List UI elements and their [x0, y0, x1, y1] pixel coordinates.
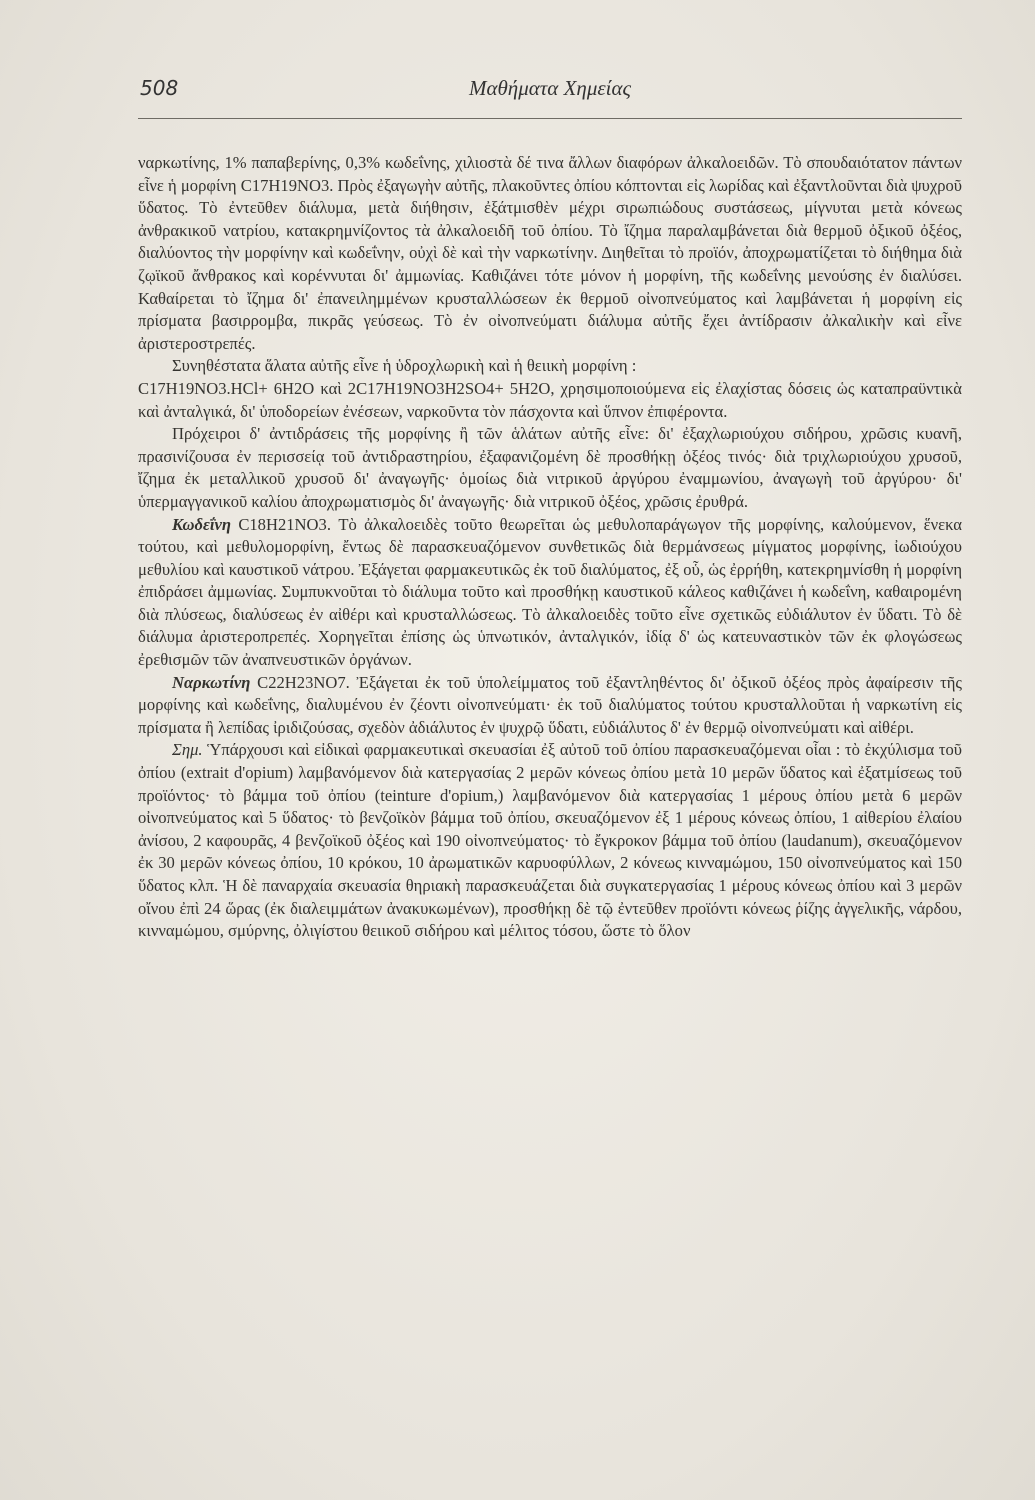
page-number: 508	[140, 76, 179, 100]
term-codeine: Κωδεΐνη	[172, 514, 231, 534]
narcotine-text: C22H23NO7. Ἐξάγεται ἐκ τοῦ ὑπολείμματος τοῦ ἐξαντληθέντος δι' ὀξικοῦ ὀξέος πρὸς ἀφαίρεσιν τῆς μορφίνης καὶ κωδεΐνης, διαλυμένου ἐν ζέοντι οἰνοπνεύματι· ἐκ τοῦ διαλύματος τούτου κρυσταλλοῦται ἡ ναρκωτίνη εἰς πρίσματα ἢ λεπίδας ἰριδιζούσας, σχεδὸν ἀδιάλυτος ἐν ψυχρῷ ὕδατι, εὐδιάλυτος δ' ἐν θερμῷ οἰνοπνεύματι καὶ αἰθέρι.	[138, 672, 962, 737]
paragraph-salts-intro: Συνηθέστατα ἅλατα αὐτῆς εἶνε ἡ ὑδροχλωρικὴ καὶ ἡ θειικὴ μορφίνη :	[172, 356, 637, 376]
term-narcotine: Ναρκωτίνη	[172, 672, 251, 692]
paragraph-morphine: ναρκωτίνης, 1% παπαβερίνης, 0,3% κωδεΐνης, χιλιοστὰ δέ τινα ἄλλων διαφόρων ἀλκαλοειδῶν. Τὸ σπουδαιότατον πάντων εἶνε ἡ μορφίνη C17H19NO3. Πρὸς ἐξαγωγὴν αὐτῆς, πλακοῦντες ὀπίου κόπτονται εἰς λωρίδας καὶ ἐξαντλοῦνται διὰ ψυχροῦ ὕδατος. Τὸ ἐντεῦθεν διάλυμα, μετὰ διήθησιν, ἐξάτμισθὲν μέχρι σιρωπιώδους συστάσεως, μίγνυται μετὰ κόνεως ἀνθρακικοῦ νατρίου, κατακρημνίζοντος τὰ ἀλκαλοειδῆ τοῦ ὀπίου. Τὸ ἴζημα παραλαμβάνεται διὰ θερμοῦ ὀξικοῦ ὀξέος, διαλύοντος τὴν μορφίνην καὶ κωδεΐνην, οὐχὶ δὲ καὶ τὴν ναρκωτίνην. Διηθεῖται τὸ προϊόν, ἀποχρωματίζεται τὸ διήθημα διὰ ζῳϊκοῦ ἄνθρακος καὶ κορέννυται δι' ἀμμωνίας. Καθιζάνει τότε μόνον ἡ μορφίνη, τῆς κωδεΐνης μενούσης ἐν διαλύσει. Καθαίρεται τὸ ἴζημα δι' ἐπανειλημμένων κρυσταλλώσεων ἐκ θερμοῦ οἰνοπνεύματος καὶ λαμβάνεται ἡ μορφίνη εἰς πρίσματα βασιρρομβα, πικρᾶς γεύσεως. Τὸ ἐν οἰνοπνεύματι διάλυμα αὐτῆς ἔχει ἀντίδρασιν ἀλκαλικὴν καὶ εἶνε ἀριστεροστρεπές.	[138, 153, 962, 353]
codeine-text: C18H21NO3. Τὸ ἀλκαλοειδὲς τοῦτο θεωρεῖται ὡς μεθυλοπαράγωγον τῆς μορφίνης, καλούμενον, ἕνεκα τούτου, καὶ μεθυλομορφίνη, ἔντως δὲ παρασκευαζόμενον συνθετικῶς διὰ θερμάνσεως μίγματος μορφίνης, ἰωδιούχου μεθυλίου καὶ καυστικοῦ νάτρου. Ἐξάγεται φαρμακευτικῶς ἐκ τοῦ διαλύματος, ἐξ οὗ, ὡς ἐρρήθη, κατεκρημνίσθη ἡ μορφίνη ἐπιδράσει ἀμμωνίας. Συμπυκνοῦται τὸ διάλυμα τοῦτο καὶ προσθήκῃ καυστικοῦ κάλεος καθιζάνει ἡ κωδεΐνη, καθαιρομένη διὰ πλύσεως, διαλύσεως ἐν αἰθέρι καὶ κρυσταλλώσεως. Τὸ ἀλκαλοειδὲς τοῦτο εἶνε σχετικῶς εὐδιάλυτον ἐν ὕδατι. Τὸ δὲ διάλυμα ἀριστεροπρεπές. Χορηγεῖται ἐπίσης ὡς ὑπνωτικόν, ἀνταλγικόν, ἰδίᾳ δ' ὡς κατευναστικὸν τῶν ἐκ φλογώσεως ἐρεθισμῶν τῶν ἀναπνευστικῶν ὀργάνων.	[138, 514, 962, 670]
page-header	[140, 76, 960, 116]
paragraph-reactions: Πρόχειροι δ' ἀντιδράσεις τῆς μορφίνης ἢ τῶν ἁλάτων αὐτῆς εἶνε: δι' ἐξαχλωριούχου σιδήρου, χρῶσις κυανῆ, πρασινίζουσα ἐν περισσείᾳ τοῦ ἀντιδραστηρίου, ἐξαφανιζομένη δὲ προσθήκῃ ὀξέος τινός· διὰ τριχλωριούχου χρυσοῦ, ἴζημα ἐκ μεταλλικοῦ χρυσοῦ δι' ἀναγωγῆς· ὁμοίως διὰ νιτρικοῦ ἀργύρου ἐναμμωνίου, ἀναγωγὴ τοῦ ἀργύρου· δι' ὑπερμαγγανικοῦ καλίου ἀποχρωματισμὸς δι' ἀναγωγῆς· διὰ νιτρικοῦ ὀξέος, χρῶσις ἐρυθρά.	[138, 424, 962, 511]
running-title: Μαθήματα Χημείας	[468, 76, 632, 100]
page-body	[138, 152, 962, 943]
header-rule	[138, 118, 962, 119]
paragraph-salts-formula: C17H19NO3.HCl+ 6H2O καὶ 2C17H19NO3H2SO4+ 5H2O, χρησιμοποιούμενα εἰς ἐλαχίστας δόσεις ὡς καταπραϋντικὰ καὶ ἀνταλγικά, δι' ὑποδορείων ἐνέσεων, ναρκοῦντα τὸν πάσχοντα καὶ ὕπνον ἐπιφέροντα.	[138, 378, 962, 421]
paragraph-note	[138, 739, 962, 942]
note-text: Ὑπάρχουσι καὶ εἰδικαὶ φαρμακευτικαὶ σκευασίαι ἐξ αὐτοῦ τοῦ ὀπίου παρασκευαζόμεναι οἷαι : τὸ ἐκχύλισμα τοῦ ὀπίου (extrait d'opium) λαμβανόμενον διὰ κατεργασίας 2 μερῶν κόνεως ὀπίου μετὰ 10 μερῶν ὕδατος καὶ ἐξατμίσεως τοῦ προϊόντος· τὸ βάμμα τοῦ ὀπίου (teinture d'opium,) λαμβανόμενον διὰ κατεργασίας 1 μέρους ὀπίου μετὰ 6 μερῶν οἰνοπνεύματος καὶ 5 ὕδατος· τὸ βενζοϊκὸν βάμμα τοῦ ὀπίου, σκευαζόμενον ἐξ 1 μέρους κόνεως ὀπίου, 1 αἰθερίου ἐλαίου ἀνίσου, 2 καφουρᾶς, 4 βενζοϊκοῦ ὀξέος καὶ 190 οἰνοπνεύματος· τὸ ἔγκροκον βάμμα τοῦ ὀπίου (laudanum), σκευαζόμενον ἐκ 30 μερῶν κόνεως ὀπίου, 10 κρόκου, 10 ἀρωματικῶν καρυοφύλλων, 2 κόνεως κινναμώμου, 150 οἰνοπνεύματος καὶ 150 ὕδατος κλπ. Ἡ δὲ παναρχαία σκευασία θηριακὴ παρασκευάζεται διὰ συγκατεργασίας 1 μέρους κόνεως ὀπίου καὶ 3 μερῶν οἴνου ἐπὶ 24 ὥρας (ἐκ διαλειμμάτων ἀνακυκωμένων), προσθήκῃ δὲ τῷ ἐντεῦθεν προϊόντι κόνεως ῥίζης ἀγγελικῆς, νάρδου, κινναμώμου, σμύρνης, ὀλιγίστου θειικοῦ σιδήρου καὶ μέλιτος τόσου, ὥστε τὸ ὅλον	[138, 740, 962, 941]
paragraph-narcotine	[138, 672, 962, 740]
paragraph-codeine	[138, 514, 962, 672]
note-label: Σημ.	[172, 740, 203, 760]
